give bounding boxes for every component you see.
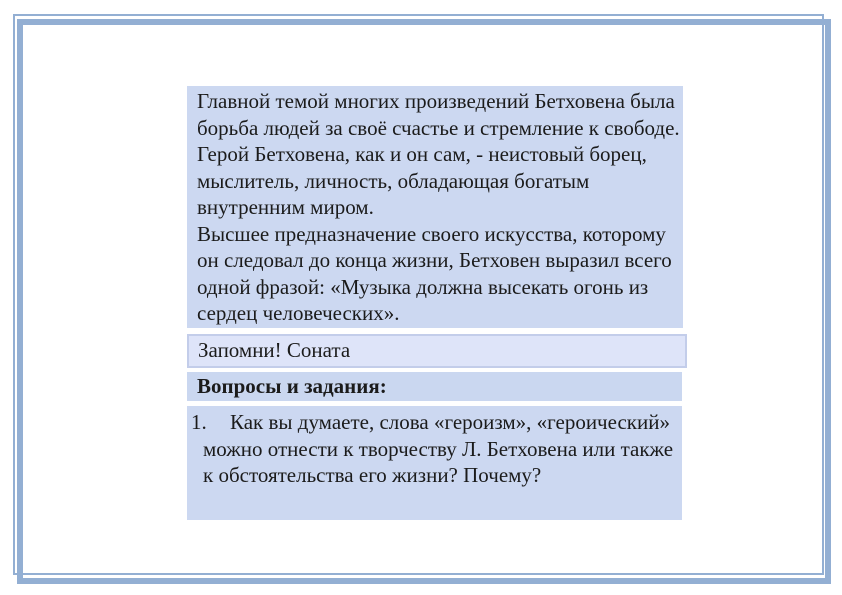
intro-paragraph-2: Высшее предназначение своего искусства, которому он следовал до конца жизни, Бетховен выразил всего одной фразой: «Музыка должна высекать огонь из сердец человеческих». bbox=[197, 221, 672, 325]
question-number: 1. bbox=[191, 410, 207, 434]
intro-text-block bbox=[187, 86, 683, 328]
question-item bbox=[187, 406, 682, 520]
note-label: Запомни! Соната bbox=[198, 338, 351, 362]
question-text: Как вы думаете, слова «героизм», «героический» можно отнести к творчеству Л. Бетховена или также к обстоятельства его жизни? Почему? bbox=[203, 410, 674, 487]
note-box bbox=[187, 334, 687, 368]
questions-heading: Вопросы и задания: bbox=[187, 372, 682, 401]
intro-paragraph-1: Главной темой многих произведений Бетховена была борьба людей за своё счастье и стремление к свободе. Герой Бетховена, как и он сам, - неистовый борец, мыслитель, личность, обладающая богатым внутренним миром. bbox=[197, 89, 680, 219]
